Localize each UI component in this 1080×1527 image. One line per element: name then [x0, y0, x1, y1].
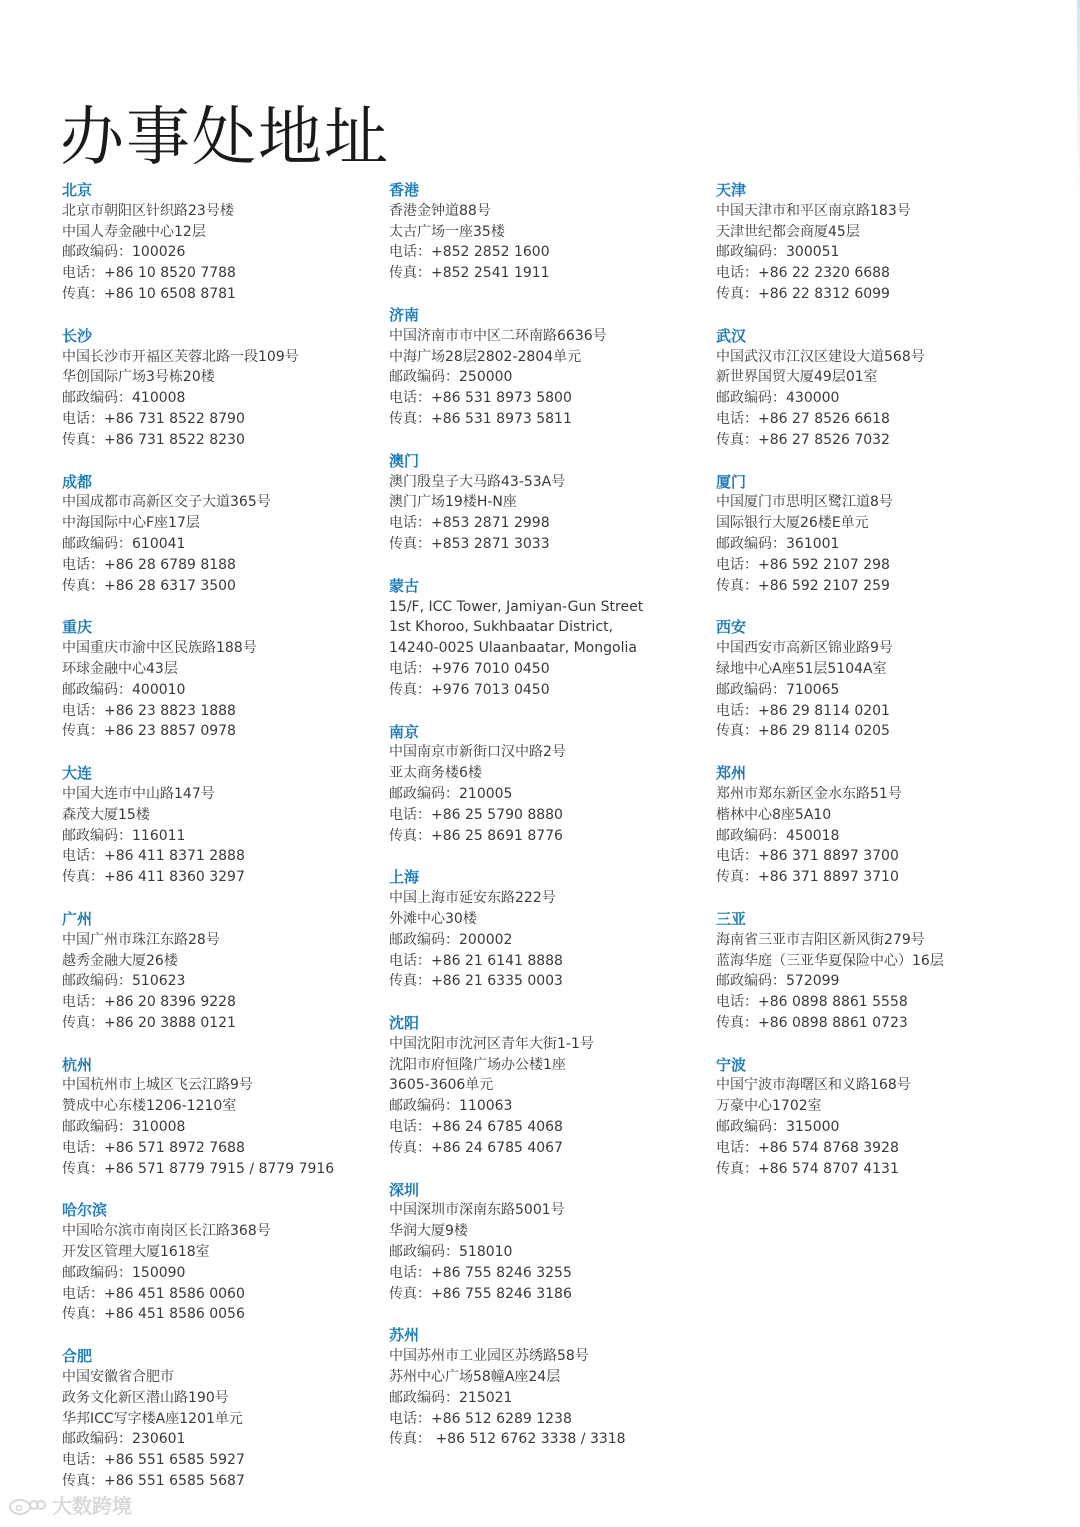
office-address-line: 传真：+86 571 8779 7915 / 8779 7916 [62, 1160, 335, 1177]
office-address-line: 森茂大厦15楼 [62, 806, 150, 823]
office-address-line: 传真：+86 28 6317 3500 [62, 577, 236, 594]
office-address-line: 传真：+86 20 3888 0121 [62, 1014, 236, 1031]
office-city-name: 三亚 [716, 909, 747, 928]
office-address-line: 邮政编码：116011 [62, 827, 186, 844]
office-address-line: 亚太商务楼6楼 [389, 765, 482, 782]
office-address-line: 电话：+86 22 2320 6688 [716, 265, 890, 282]
office-address-line: 电话：+86 10 8520 7788 [62, 265, 236, 282]
office-address-line: 中国南京市新街口汉中路2号 [389, 744, 566, 761]
office-address-line: 国际银行大厦26楼E单元 [716, 515, 869, 532]
office-address-line: 电话：+86 24 6785 4068 [389, 1119, 563, 1136]
office-address-line: 传真：+86 551 6585 5687 [62, 1473, 245, 1490]
office-block [389, 1013, 709, 1159]
office-address-line: 中国重庆市渝中区民族路188号 [62, 640, 257, 657]
office-block [62, 1346, 382, 1492]
office-address-line: 传真：+86 21 6335 0003 [389, 973, 563, 990]
office-address-line: 华创国际广场3号栋20楼 [62, 369, 215, 386]
office-block [389, 451, 709, 555]
office-address-line: 传真：+86 24 6785 4067 [389, 1139, 563, 1156]
office-address-line: 邮政编码：400010 [62, 681, 186, 698]
office-address-line: 传真：+86 592 2107 259 [716, 577, 890, 594]
office-address-line: 传真：+86 23 8857 0978 [62, 723, 236, 740]
office-address-line: 邮政编码：510623 [62, 973, 186, 990]
office-block [62, 617, 382, 742]
office-city-name: 郑州 [716, 764, 747, 783]
office-address-line: 电话：+86 411 8371 2888 [62, 848, 245, 865]
office-address-line: 电话：+86 574 8768 3928 [716, 1139, 899, 1156]
office-city-name: 厦门 [716, 472, 747, 491]
office-address-line: 电话：+86 25 5790 8880 [389, 806, 563, 823]
office-block [389, 576, 709, 701]
office-address-line: 电话：+86 23 8823 1888 [62, 702, 236, 719]
office-address-line: 中海广场28层2802-2804单元 [389, 348, 582, 365]
office-address-line: 中国人寿金融中心12层 [62, 223, 206, 240]
office-address-line: 中国天津市和平区南京路183号 [716, 202, 911, 219]
office-address-line: 传真：+86 451 8586 0056 [62, 1306, 245, 1323]
office-block [716, 472, 1036, 597]
office-block [62, 472, 382, 597]
office-city-name: 南京 [389, 722, 420, 741]
office-address-line: 传真：+86 371 8897 3710 [716, 869, 899, 886]
office-city-name: 杭州 [62, 1055, 93, 1074]
office-address-line: 电话：+86 731 8522 8790 [62, 410, 245, 427]
office-city-name: 蒙古 [389, 576, 420, 595]
office-address-line: 政务文化新区潜山路190号 [62, 1389, 229, 1406]
office-city-name: 沈阳 [389, 1014, 420, 1033]
office-address-line: 邮政编码：410008 [62, 390, 186, 407]
office-address-line: 电话：+86 512 6289 1238 [389, 1410, 572, 1427]
office-address-line: 蓝海华庭（三亚华夏保险中心）16层 [716, 952, 944, 969]
office-block [62, 1055, 382, 1180]
office-address-line: 传真：+86 27 8526 7032 [716, 431, 890, 448]
office-block [716, 909, 1036, 1034]
office-address-line: 新世界国贸大厦49层01室 [716, 369, 878, 386]
office-address-line: 邮政编码：215021 [389, 1389, 513, 1406]
office-address-line: 北京市朝阳区针织路23号楼 [62, 202, 234, 219]
office-address-line: 电话：+86 29 8114 0201 [716, 702, 890, 719]
office-city-name: 合肥 [62, 1347, 93, 1366]
office-city-name: 上海 [389, 868, 420, 887]
office-address-line: 苏州中心广场58幢A座24层 [389, 1369, 561, 1386]
office-address-line: 传真：+86 29 8114 0205 [716, 723, 890, 740]
office-address-line: 邮政编码：230601 [62, 1431, 186, 1448]
office-address-line: 澳门殷皇子大马路43-53A号 [389, 473, 566, 490]
office-address-line: 传真： +86 512 6762 3338 / 3318 [389, 1431, 626, 1448]
office-address-line: 电话：+86 371 8897 3700 [716, 848, 899, 865]
office-city-name: 天津 [716, 181, 747, 199]
office-city-name: 济南 [389, 305, 420, 324]
office-address-line: 中国沈阳市沈河区青年大街1-1号 [389, 1035, 594, 1052]
office-address-line: 邮政编码：450018 [716, 827, 840, 844]
office-block [62, 1200, 382, 1325]
office-address-line: 传真：+86 22 8312 6099 [716, 285, 890, 302]
office-address-line: 华润大厦9楼 [389, 1223, 468, 1240]
office-address-line: 中国上海市延安东路222号 [389, 890, 556, 907]
office-block [716, 180, 1036, 305]
office-address-line: 越秀金融大厦26楼 [62, 952, 178, 969]
office-block [389, 1180, 709, 1305]
office-address-line: 中国宁波市海曙区和义路168号 [716, 1077, 911, 1094]
office-address-line: 电话：+86 551 6585 5927 [62, 1452, 245, 1469]
office-city-name: 苏州 [389, 1326, 420, 1345]
office-address-line: 传真：+86 574 8707 4131 [716, 1160, 899, 1177]
office-address-line: 楷林中心8座5A10 [716, 806, 832, 823]
office-address-line: 电话：+86 571 8972 7688 [62, 1139, 245, 1156]
office-address-line: 邮政编码：710065 [716, 681, 840, 698]
office-block [62, 180, 382, 305]
office-address-line: 电话：+86 20 8396 9228 [62, 994, 236, 1011]
office-address-line: 中国安徽省合肥市 [62, 1369, 174, 1386]
office-city-name: 西安 [716, 618, 747, 637]
office-address-line: 香港金钟道88号 [389, 202, 491, 219]
office-address-line: 15/F, ICC Tower, Jamiyan-Gun Street [389, 598, 644, 615]
office-address-line: 中国杭州市上城区飞云江路9号 [62, 1077, 253, 1094]
office-block [716, 617, 1036, 742]
office-address-line: 传真：+976 7013 0450 [389, 681, 550, 698]
office-address-line: 邮政编码：150090 [62, 1264, 186, 1281]
office-column-1 [62, 180, 382, 1513]
office-address-line: 中海国际中心F座17层 [62, 515, 200, 532]
office-city-name: 武汉 [716, 326, 747, 345]
office-address-line: 电话：+86 592 2107 298 [716, 556, 890, 573]
office-address-line: 外滩中心30楼 [389, 910, 477, 927]
office-block [389, 722, 709, 847]
office-city-name: 成都 [62, 472, 93, 491]
office-city-name: 澳门 [389, 451, 420, 470]
office-address-line: 中国西安市高新区锦业路9号 [716, 640, 893, 657]
office-address-line: 电话：+86 451 8586 0060 [62, 1285, 245, 1302]
office-address-line: 电话：+976 7010 0450 [389, 660, 550, 677]
office-block [716, 763, 1036, 888]
office-address-line: 环球金融中心43层 [62, 660, 178, 677]
office-address-line: 沈阳市府恒隆广场办公楼1座 [389, 1056, 566, 1073]
office-address-line: 澳门广场19楼H-N座 [389, 494, 517, 511]
office-address-line: 邮政编码：315000 [716, 1119, 840, 1136]
office-address-line: 中国成都市高新区交子大道365号 [62, 494, 271, 511]
office-address-line: 传真：+86 10 6508 8781 [62, 285, 236, 302]
office-address-line: 中国广州市珠江东路28号 [62, 931, 220, 948]
office-address-line: 邮政编码：310008 [62, 1119, 186, 1136]
watermark-text: 大数跨境 [52, 1494, 132, 1518]
office-address-line: 海南省三亚市吉阳区新风街279号 [716, 931, 925, 948]
office-address-line: 邮政编码：210005 [389, 785, 513, 802]
office-address-line: 电话：+86 21 6141 8888 [389, 952, 563, 969]
office-address-line: 天津世纪都会商厦45层 [716, 223, 860, 240]
office-block [389, 305, 709, 430]
watermark [8, 1490, 132, 1519]
office-address-line: 邮政编码：430000 [716, 390, 840, 407]
office-city-name: 深圳 [389, 1180, 420, 1199]
office-address-line: 邮政编码：572099 [716, 973, 840, 990]
office-address-line: 郑州市郑东新区金水东路51号 [716, 785, 902, 802]
office-address-line: 传真：+86 731 8522 8230 [62, 431, 245, 448]
office-address-line: 邮政编码：100026 [62, 244, 186, 261]
office-address-line: 传真：+86 531 8973 5811 [389, 410, 572, 427]
office-address-line: 14240-0025 Ulaanbaatar, Mongolia [389, 640, 637, 657]
office-block [389, 1325, 709, 1450]
office-address-line: 邮政编码：361001 [716, 535, 840, 552]
office-address-line: 传真：+86 411 8360 3297 [62, 869, 245, 886]
office-address-line: 太古广场一座35楼 [389, 223, 505, 240]
office-address-line: 传真：+853 2871 3033 [389, 535, 550, 552]
office-address-line: 中国济南市市中区二环南路6636号 [389, 327, 607, 344]
office-address-line: 传真：+86 0898 8861 0723 [716, 1014, 908, 1031]
office-address-line: 电话：+852 2852 1600 [389, 244, 550, 261]
office-address-line: 3605-3606单元 [389, 1077, 494, 1094]
office-address-line: 电话：+86 755 8246 3255 [389, 1264, 572, 1281]
office-city-name: 广州 [62, 909, 93, 928]
office-block [62, 326, 382, 451]
office-address-line: 电话：+86 0898 8861 5558 [716, 994, 908, 1011]
office-address-line: 传真：+86 755 8246 3186 [389, 1285, 572, 1302]
office-address-line: 赞成中心东楼1206-1210室 [62, 1098, 237, 1115]
office-address-line: 邮政编码：300051 [716, 244, 840, 261]
office-city-name: 宁波 [716, 1055, 747, 1074]
office-address-line: 华邦ICC写字楼A座1201单元 [62, 1410, 243, 1427]
office-address-line: 电话：+86 28 6789 8188 [62, 556, 236, 573]
office-city-name: 重庆 [62, 618, 93, 637]
office-address-line: 开发区管理大厦1618室 [62, 1244, 210, 1261]
office-address-line: 邮政编码：250000 [389, 369, 513, 386]
office-city-name: 北京 [62, 181, 93, 199]
office-address-line: 中国武汉市江汉区建设大道568号 [716, 348, 925, 365]
office-column-2 [389, 180, 709, 1471]
office-address-line: 邮政编码：110063 [389, 1098, 513, 1115]
office-address-line: 邮政编码：200002 [389, 931, 513, 948]
office-city-name: 哈尔滨 [62, 1201, 108, 1220]
office-block [62, 909, 382, 1034]
office-address-line: 邮政编码：610041 [62, 535, 186, 552]
office-address-line: 电话：+86 531 8973 5800 [389, 390, 572, 407]
page-title: 办事处地址 [60, 100, 390, 175]
office-address-line: 传真：+852 2541 1911 [389, 265, 550, 282]
office-address-line: 电话：+86 27 8526 6618 [716, 410, 890, 427]
office-city-name: 香港 [389, 181, 420, 199]
office-address-line: 邮政编码：518010 [389, 1244, 513, 1261]
weibo-logo-icon [8, 1494, 46, 1516]
office-address-line: 万豪中心1702室 [716, 1098, 822, 1115]
office-block [716, 1055, 1036, 1180]
office-address-line: 1st Khoroo, Sukhbaatar District, [389, 619, 614, 636]
office-address-line: 中国厦门市思明区鹭江道8号 [716, 494, 893, 511]
office-address-line: 中国长沙市开福区芙蓉北路一段109号 [62, 348, 299, 365]
office-city-name: 长沙 [62, 326, 93, 345]
office-column-3 [716, 180, 1036, 1200]
office-block [389, 180, 709, 284]
office-address-line: 中国哈尔滨市南岗区长江路368号 [62, 1223, 271, 1240]
office-block [716, 326, 1036, 451]
office-address-line: 中国苏州市工业园区苏绣路58号 [389, 1348, 589, 1365]
office-block [62, 763, 382, 888]
office-address-line: 中国大连市中山路147号 [62, 785, 215, 802]
office-address-line: 电话：+853 2871 2998 [389, 515, 550, 532]
office-block [389, 867, 709, 992]
office-address-line: 传真：+86 25 8691 8776 [389, 827, 563, 844]
office-address-line: 中国深圳市深南东路5001号 [389, 1202, 565, 1219]
office-address-line: 绿地中心A座51层5104A室 [716, 660, 887, 677]
office-city-name: 大连 [62, 764, 93, 783]
